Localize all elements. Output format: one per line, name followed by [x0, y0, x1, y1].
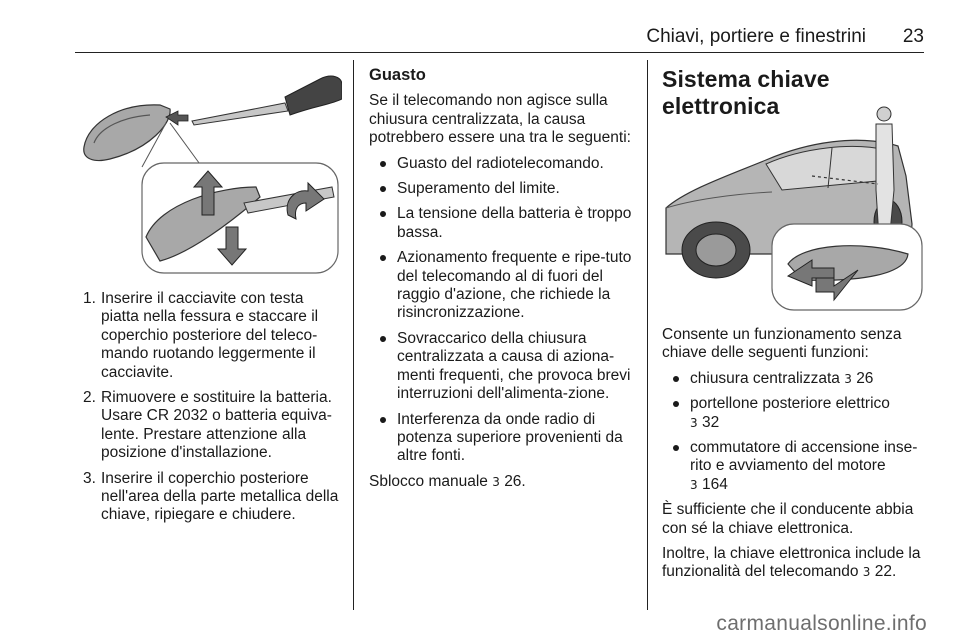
list-item: Interferenza da onde radio di potenza superiore provenienti da altre fonti.: [369, 411, 637, 466]
battery-steps: [80, 290, 342, 532]
key-battery-figure: [80, 63, 342, 282]
list-item: La tensione della batteria è troppo bassa.: [369, 205, 637, 242]
column-divider-2: [647, 60, 648, 610]
page-ref-icon: 3: [844, 371, 852, 386]
list-item: Guasto del radiotelecomando.: [369, 155, 637, 173]
fault-heading: Guasto: [369, 66, 426, 84]
header-title: Chiavi, portiere e finestrini: [646, 26, 866, 47]
page-ref-icon: 3: [690, 415, 698, 430]
page-ref-icon: 3: [690, 477, 698, 492]
list-item: commutatore di accensione inse-rito e avviamento del motore 3 164: [662, 439, 932, 494]
page-ref-icon: 3: [862, 565, 871, 580]
manual-unlock-text: Sblocco manuale 3 26.: [369, 472, 526, 490]
keyless-figure: [662, 104, 932, 319]
list-item: portellone posteriore elettrico 3 32: [662, 395, 932, 432]
list-item: chiusura centralizzata 3 26: [662, 370, 932, 388]
fault-section: [369, 66, 637, 498]
page-ref-icon: 3: [492, 474, 500, 489]
step-item: 3. Inserire il coperchio posteriore nell'area della parte metallica della chiave, ripiegare e chiudere.: [83, 469, 339, 524]
list-item: Sovraccarico della chiusura centralizzata a causa di aziona-menti frequenti, che provoca brevi interruzioni dell'alimenta-zione.: [369, 330, 637, 404]
fault-list: [369, 155, 637, 466]
keyless-para-2: Inoltre, la chiave elettronica include la funzionalità del telecomando 3 22.: [662, 545, 921, 581]
column-divider-1: [353, 60, 354, 610]
keyless-heading: Sistema chiave elettronica: [662, 66, 830, 119]
keyless-text: [662, 326, 932, 589]
page-number: 23: [902, 26, 924, 47]
keyless-para-1: È sufficiente che il conducente abbia con sé la chiave elettronica.: [662, 501, 914, 537]
step-item: 2. Rimuovere e sostituire la batteria. Usare CR 2032 o batteria equiva-lente. Prestare attenzione alla posizione d'installazione.: [83, 389, 332, 462]
page-header: [75, 22, 924, 53]
list-item: Superamento del limite.: [369, 180, 637, 198]
keyless-functions-list: [662, 370, 932, 494]
watermark: carmanualsonline.info: [716, 612, 927, 635]
step-item: 1. Inserire il cacciavite con testa piatta nella fessura e staccare il coperchio posteriore del teleco-mando ruotando leggermente il cacciavite.: [83, 290, 319, 381]
fault-intro: Se il telecomando non agisce sulla chiusura centralizzata, la causa potrebbero essere una tra le seguenti:: [369, 92, 631, 147]
list-item: Azionamento frequente e ripe-tuto del telecomando al di fuori del raggio d'azione, che richiede la risincronizzazione.: [369, 249, 637, 323]
keyless-intro: Consente un funzionamento senza chiave delle seguenti funzioni:: [662, 326, 902, 362]
